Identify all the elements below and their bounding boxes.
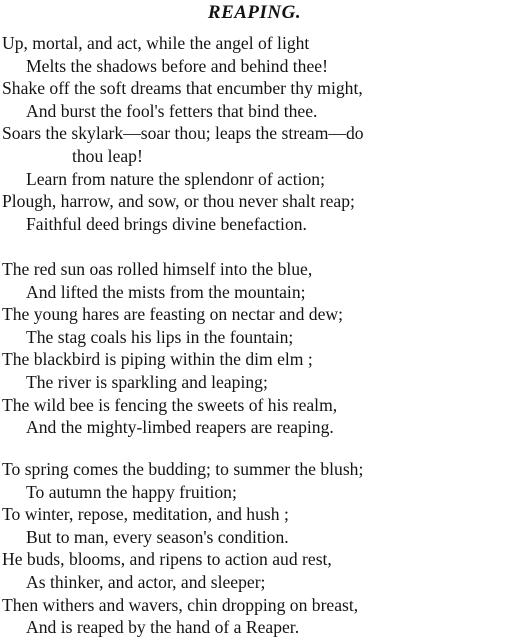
poem-line: The wild bee is fencing the sweets of his realm, — [2, 394, 338, 415]
poem-line: But to man, every season's condition. — [26, 526, 289, 547]
poem-line: Then withers and wavers, chin dropping on breast, — [2, 594, 359, 615]
poem-line: Up, mortal, and act, while the angel of light — [2, 33, 310, 53]
poem-line: To autumn the happy fruition; — [26, 481, 237, 502]
stanza-3 — [2, 458, 507, 639]
poem-line: Melts the shadows before and behind thee! — [26, 55, 328, 76]
poem-line: And is reaped by the hand of a Reaper. — [26, 617, 300, 638]
poem-title: REAPING. — [207, 2, 302, 23]
poem-line: The stag coals his lips in the fountain; — [26, 326, 294, 347]
poem-line: And lifted the mists from the mountain; — [26, 281, 306, 302]
poem-line: As thinker, and actor, and sleeper; — [26, 571, 266, 592]
poem-line: He buds, blooms, and ripens to action aud rest, — [2, 549, 332, 570]
stanza-1 — [2, 32, 507, 235]
poem-line: And the mighty-limbed reapers are reaping. — [26, 417, 334, 438]
poem-line: The red sun oas rolled himself into the blue, — [2, 259, 313, 279]
poem-line: Soars the skylark—soar thou; leaps the stream—do — [2, 123, 364, 144]
poem-line: And burst the fool's fetters that bind thee. — [26, 100, 318, 121]
poem-line: Learn from nature the splendonr of action; — [26, 168, 325, 189]
poem-line: The river is sparkling and leaping; — [26, 371, 268, 392]
poem-line: The young hares are feasting on nectar and dew; — [2, 304, 343, 325]
poem-line: To winter, repose, meditation, and hush ; — [2, 504, 289, 525]
poem-line: Faithful deed brings divine benefaction. — [26, 213, 307, 234]
poem-line: thou leap! — [72, 145, 143, 166]
poem-line: Plough, harrow, and sow, or thou never shalt reap; — [2, 191, 355, 212]
poem-line: The blackbird is piping within the dim elm ; — [2, 349, 313, 370]
poem-line: To spring comes the budding; to summer the blush; — [2, 459, 364, 479]
stanza-2 — [2, 258, 507, 439]
poem-line: Shake off the soft dreams that encumber thy might, — [2, 78, 363, 99]
